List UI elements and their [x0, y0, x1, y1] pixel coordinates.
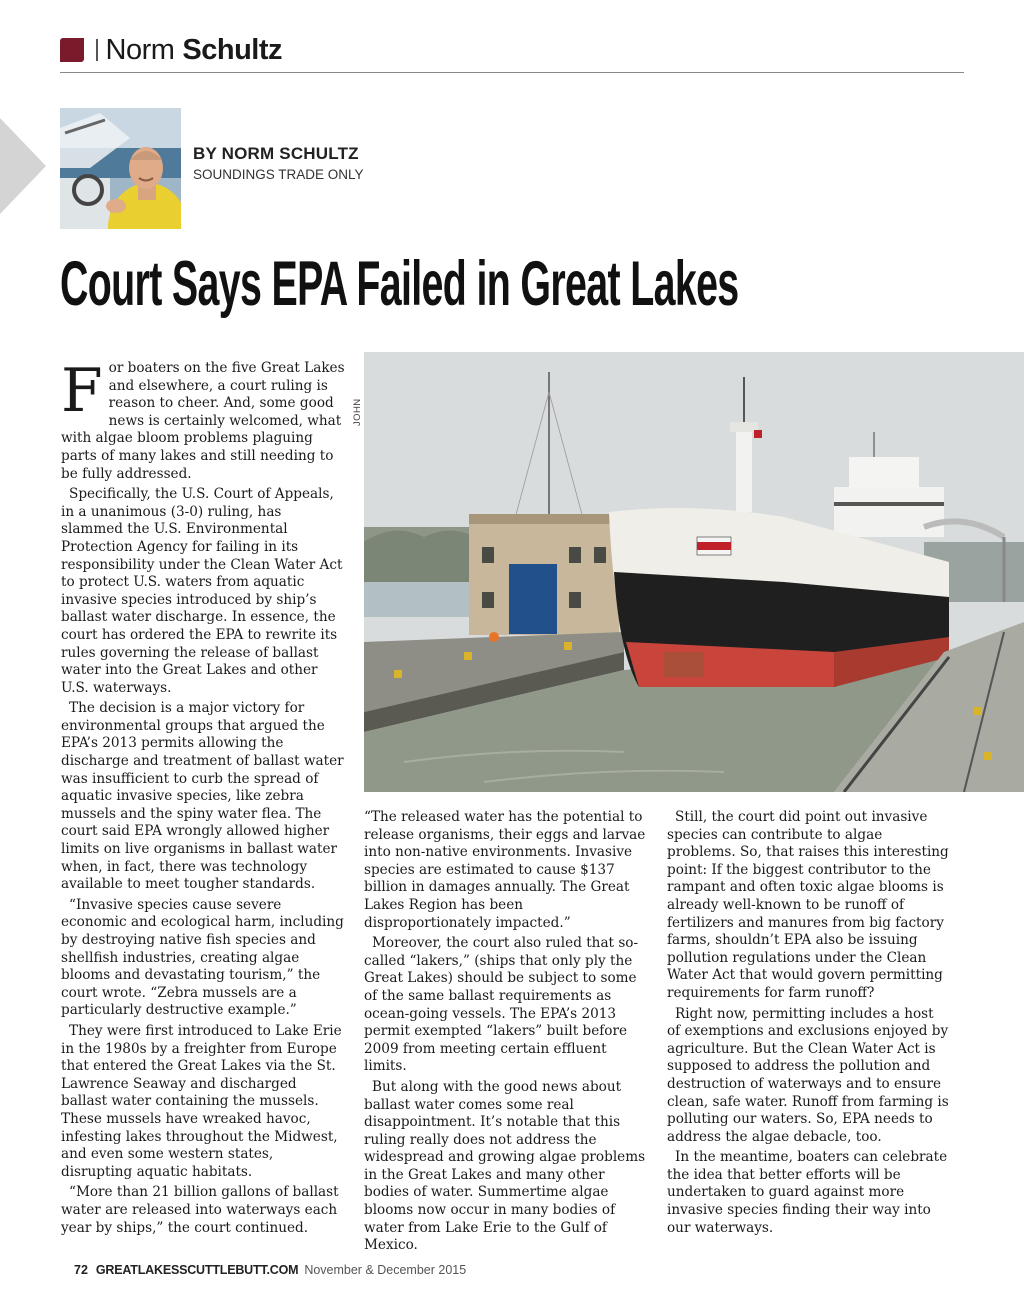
article-paragraph	[61, 356, 345, 483]
article-paragraph: Right now, permitting includes a host of exemptions and exclusions enjoyed by agriculture. But the Clean Water Act is supposed to address the pollution and destruction of waterways and to ensure clean, safe water. Runoff from farming is polluting our waters. So, EPA needs to address the algae debacle, too.	[667, 1005, 949, 1145]
article-column-2	[364, 809, 648, 1258]
page-footer	[74, 1263, 466, 1277]
article-column-3	[667, 809, 951, 1240]
author-photo	[60, 108, 181, 229]
byline-author: BY NORM SCHULTZ	[193, 144, 359, 163]
page-number: 72	[74, 1263, 88, 1277]
columnist-first-name: Norm	[105, 33, 175, 66]
ship-lock-photo	[364, 352, 1024, 792]
article-paragraph: Specifically, the U.S. Court of Appeals, in a unanimous (3-0) ruling, has slammed the U.S. Environmental Protection Agency for failing in its responsibility under the Clean Water Act to protect U.S. waters from aquatic invasive species introduced by ship’s ballast water discharge. In essence, the court has ordered the EPA to rewrite its rules governing the release of ballast water into the Great Lakes and other U.S. waterways.	[61, 486, 343, 696]
article-paragraph: “Invasive species cause severe economic and ecological harm, including by destroying native fish species and shellfish industries, creating algae blooms and devastating tourism,” the court wrote. “Zebra mussels are a particularly destructive example.”	[61, 896, 344, 1019]
byline-organization: SOUNDINGS TRADE ONLY	[193, 167, 364, 182]
photo-credit: JOHN	[352, 398, 363, 426]
website-link[interactable]: GREATLAKESSCUTTLEBUTT.COM	[95, 1263, 299, 1277]
lead-paragraph-text: or boaters on the five Great Lakes and elsewhere, a court ruling is reason to cheer. And, some good news is certainly welcomed, what with algae bloom problems plaguing parts of many lakes and still needing to be fully addressed.	[61, 360, 345, 482]
article-paragraph: Moreover, the court also ruled that so-called “lakers,” (ships that only ply the Great Lakes) should be subject to some of the same ballast requirements as ocean-going vessels. The EPA’s 2013 permit exempted “lakers” built before 2009 from meeting certain effluent limits.	[364, 935, 639, 1075]
issue-date: November & December 2015	[304, 1263, 467, 1277]
drop-cap: F	[61, 356, 103, 426]
article-paragraph: The decision is a major victory for environmental groups that argued the EPA’s 2013 permits allowing the discharge and treatment of ballast water was insufficient to curb the spread of aquatic invasive species, like zebra mussels and the spiny water flea. The court said EPA wrongly allowed higher limits on live organisms in ballast water when, in fact, there was technology available to meet tougher standards.	[61, 700, 344, 893]
page-arrow-icon	[0, 118, 46, 214]
header-divider	[96, 39, 98, 61]
article-paragraph: In the meantime, boaters can celebrate the idea that better efforts will be undertaken to guard against more invasive species finding their way into our waterways.	[667, 1149, 948, 1236]
brand-square-icon	[60, 38, 84, 62]
article-paragraph: They were first introduced to Lake Erie in the 1980s by a freighter from Europe that entered the Great Lakes via the St. Lawrence Seaway and discharged ballast water containing the mussels. These mussels have wreaked havoc, infesting lakes throughout the Midwest, and even some western states, disrupting aquatic habitats.	[61, 1022, 342, 1180]
article-paragraph: “The released water has the potential to release organisms, their eggs and larvae into non-native environments. Invasive species are estimated to cause $137 billion in damages annually. The Great Lakes Region has been disproportionately impacted.”	[364, 809, 646, 931]
columnist-name	[106, 34, 283, 67]
byline	[193, 144, 364, 182]
column-header	[60, 30, 282, 70]
article-paragraph: Still, the court did point out invasive species can contribute to algae problems. So, that raises this interesting point: If the biggest contributor to the rampant and often toxic algae blooms is already well-known to be runoff of fertilizers and manures from big factory farms, shouldn’t EPA also be issuing pollution regulations under the Clean Water Act that would govern permitting requirements for farm runoff?	[667, 809, 949, 1001]
article-paragraph: But along with the good news about ballast water comes some real disappointment. It’s notable that this ruling really does not address the widespread and growing algae problems in the Great Lakes and many other bodies of water. Summertime algae blooms now occur in many bodies of water from Lake Erie to the Gulf of Mexico.	[364, 1078, 646, 1254]
article-paragraph: “More than 21 billion gallons of ballast water are released into waterways each year by ships,” the court continued.	[61, 1184, 339, 1236]
article-column-1	[61, 356, 345, 1240]
article-headline: Court Says EPA Failed in Great Lakes	[60, 249, 739, 320]
header-rule	[60, 72, 964, 73]
columnist-last-name: Schultz	[182, 33, 283, 66]
